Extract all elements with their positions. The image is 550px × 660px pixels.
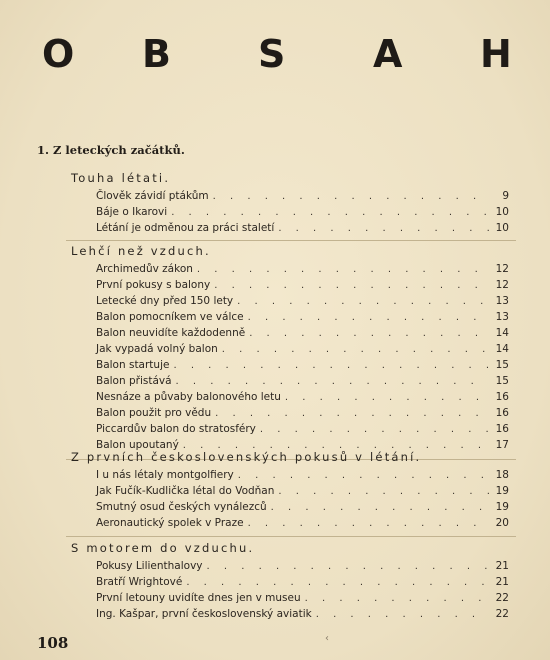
entry-page: 16 [495,407,509,419]
heading-letter-a: A [373,32,403,76]
section-divider [66,240,516,241]
entry-title: Jak Fučík-Kudlička létal do Vodňan [96,485,275,497]
toc-entry[interactable] [96,358,509,373]
dot-leader [271,500,489,515]
entry-title: První pokusy s balony [96,279,211,291]
entry-page: 17 [495,439,509,451]
entry-page: 21 [495,576,509,588]
entry-title: Bratří Wrightové [96,576,183,588]
section-divider [66,536,516,537]
toc-entry[interactable] [96,422,509,437]
toc-entry[interactable] [96,294,509,309]
section-title: S motorem do vzduchu. [71,541,255,555]
dot-leader [260,422,489,437]
entry-page: 21 [495,560,509,572]
heading-letter-s: S [258,32,286,76]
entry-page: 13 [495,311,509,323]
entry-page: 22 [495,608,509,620]
heading-letter-b: B [142,32,171,76]
toc-entry[interactable] [96,516,509,531]
entry-title: První letouny uvidíte dnes jen v museu [96,592,301,604]
entry-title: Piccardův balon do stratosféry [96,423,256,435]
entry-title: Balon přistává [96,375,172,387]
entry-page: 9 [502,190,509,202]
dot-leader [238,468,489,483]
toc-entry[interactable] [96,221,509,236]
entry-title: Balon startuje [96,359,170,371]
toc-entry[interactable] [96,310,509,325]
entry-page: 16 [495,391,509,403]
toc-entry[interactable] [96,189,509,204]
entry-title: I u nás létaly montgolfiery [96,469,234,481]
entry-page: 12 [495,279,509,291]
dot-leader [248,516,489,531]
toc-entry[interactable] [96,484,509,499]
toc-entry[interactable] [96,205,509,220]
entry-title: Balon neuvidíte každodenně [96,327,246,339]
entry-page: 10 [495,222,509,234]
section-title: Touha létati. [71,171,171,185]
dot-leader [316,607,489,622]
dot-leader [213,189,489,204]
entry-page: 19 [495,485,509,497]
entry-title: Pokusy Lilienthalovy [96,560,203,572]
entry-title: Smutný osud českých vynálezců [96,501,267,513]
toc-entry[interactable] [96,575,509,590]
pencil-mark-icon: ‹ [325,633,329,644]
entry-title: Balon pomocníkem ve válce [96,311,244,323]
toc-entry[interactable] [96,406,509,421]
entry-title: Balon upoutaný [96,439,179,451]
entry-page: 10 [495,206,509,218]
toc-entry[interactable] [96,500,509,515]
entry-page: 12 [495,263,509,275]
entry-title: Jak vypadá volný balon [96,343,218,355]
contents-heading [0,32,550,82]
entry-title: Báje o Ikarovi [96,206,168,218]
heading-letter-o: O [42,32,75,76]
entry-page: 18 [495,469,509,481]
entry-page: 14 [495,343,509,355]
toc-entry[interactable] [96,591,509,606]
toc-entry[interactable] [96,326,509,341]
entry-title: Nesnáze a půvaby balonového letu [96,391,281,403]
toc-entry[interactable] [96,559,509,574]
dot-leader [171,205,489,220]
entry-page: 15 [495,375,509,387]
entry-page: 22 [495,592,509,604]
entry-page: 13 [495,295,509,307]
entry-title: Člověk závidí ptákům [96,190,209,202]
entry-title: Ing. Kašpar, první československý aviatik [96,608,312,620]
dot-leader [214,278,489,293]
entry-title: Aeronautický spolek v Praze [96,517,244,529]
chapter-heading: 1. Z leteckých začátků. [37,143,185,157]
toc-entry[interactable] [96,374,509,389]
heading-letter-h: H [480,32,512,76]
dot-leader [249,326,489,341]
toc-entry[interactable] [96,607,509,622]
toc-entry[interactable] [96,390,509,405]
section-title: Z prvních československých pokusů v létání. [71,450,422,464]
dot-leader [278,484,489,499]
dot-leader [278,221,489,236]
dot-leader [222,342,489,357]
entry-page: 20 [495,517,509,529]
entry-title: Létání je odměnou za práci staletí [96,222,275,234]
dot-leader [197,262,489,277]
entry-page: 14 [495,327,509,339]
dot-leader [237,294,489,309]
dot-leader [207,559,489,574]
entry-title: Balon použit pro vědu [96,407,212,419]
dot-leader [215,406,489,421]
entry-title: Letecké dny před 150 lety [96,295,234,307]
dot-leader [305,591,489,606]
dot-leader [173,358,489,373]
section-title: Lehčí než vzduch. [71,244,211,258]
toc-entry[interactable] [96,468,509,483]
toc-entry[interactable] [96,342,509,357]
dot-leader [186,575,489,590]
toc-entry[interactable] [96,278,509,293]
dot-leader [248,310,489,325]
page-number: 108 [37,634,69,652]
dot-leader [176,374,489,389]
entry-page: 15 [495,359,509,371]
dot-leader [285,390,489,405]
entry-page: 19 [495,501,509,513]
entry-page: 16 [495,423,509,435]
toc-entry[interactable] [96,262,509,277]
entry-title: Archimedův zákon [96,263,193,275]
